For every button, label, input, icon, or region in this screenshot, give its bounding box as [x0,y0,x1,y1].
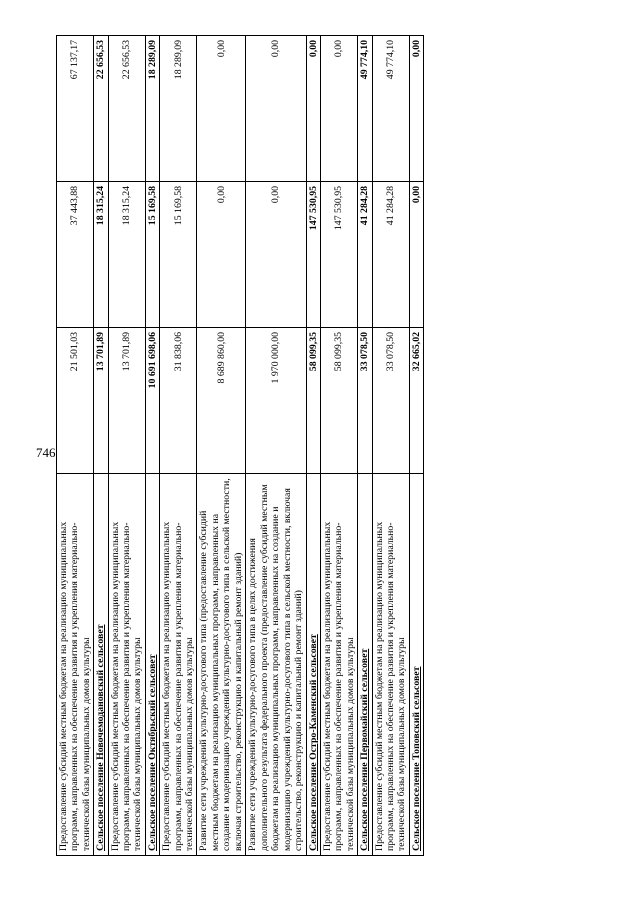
row-value-2: 41 284,28 [372,182,409,328]
row-value-3: 18 289,09 [145,36,159,182]
row-value-3: 0,00 [320,36,357,182]
row-value-1: 10 691 698,06 [145,328,159,474]
row-value-3: 0,00 [246,36,306,182]
table-row-settlement [94,36,108,856]
table-row [246,36,306,856]
row-value-3: 18 289,09 [160,36,197,182]
row-value-2: 0,00 [197,182,246,328]
settlement-name: Сельское поселение Новочемодановский сельсовет [94,474,108,856]
row-value-2: 0,00 [409,182,423,328]
settlement-name: Сельское поселение Октябрьский сельсовет [145,474,159,856]
row-description: Развитие сети учреждений культурно-досугового типа (предоставление субсидий местным бюджетам на реализацию муниципальных программ, направленных на создание и модернизацию учреждений культурно-досугового типа в сельской местности, включая строительство, реконструкцию и капитальный ремонт зданий) [197,474,246,856]
table-row [108,36,145,856]
table-row [197,36,246,856]
row-value-2: 18 315,24 [94,182,108,328]
row-value-3: 0,00 [197,36,246,182]
row-value-1: 8 689 860,00 [197,328,246,474]
row-description: Развитие сети учреждений культурно-досугового типа в целях достижения дополнительного результата федерального проекта (предоставление субсидий местным бюджетам на реализацию муниципальных программ, направленных на создание и модернизацию учреждений культурно-досугового типа в сельской местности, включая строительство, реконструкцию и капитальный ремонт зданий) [246,474,306,856]
row-value-1: 33 078,50 [358,328,372,474]
settlement-name: Сельское поселение Остро-Каменский сельсовет [306,474,320,856]
rotated-table-container [56,36,568,856]
row-description: Предоставление субсидий местным бюджетам на реализацию муниципальных программ, направленных на обеспечение развития и укрепления материально-технической базы муниципальных домов культуры [372,474,409,856]
row-value-1: 31 838,06 [160,328,197,474]
row-value-3: 0,00 [409,36,423,182]
row-value-1: 13 701,89 [108,328,145,474]
row-value-2: 37 443,88 [57,182,94,328]
row-value-1: 58 099,35 [320,328,357,474]
row-value-2: 41 284,28 [358,182,372,328]
row-value-2: 15 169,58 [145,182,159,328]
row-value-3: 0,00 [306,36,320,182]
table-row-settlement [306,36,320,856]
table-row-settlement [145,36,159,856]
row-description: Предоставление субсидий местным бюджетам на реализацию муниципальных программ, направленных на обеспечение развития и укрепления материально-технической базы муниципальных домов культуры [108,474,145,856]
row-value-2: 0,00 [246,182,306,328]
row-value-3: 49 774,10 [372,36,409,182]
row-value-3: 49 774,10 [358,36,372,182]
row-description: Предоставление субсидий местным бюджетам на реализацию муниципальных программ, направленных на обеспечение развития и укрепления материально-технической базы муниципальных домов культуры [160,474,197,856]
row-value-3: 22 656,53 [108,36,145,182]
table-row-settlement [409,36,423,856]
row-value-1: 13 701,89 [94,328,108,474]
row-value-1: 1 970 000,00 [246,328,306,474]
table-row [57,36,94,856]
row-value-2: 18 315,24 [108,182,145,328]
row-description: Предоставление субсидий местным бюджетам на реализацию муниципальных программ, направленных на обеспечение развития и укрепления материально-технической базы муниципальных домов культуры [57,474,94,856]
row-value-1: 21 501,03 [57,328,94,474]
row-description: Предоставление субсидий местным бюджетам на реализацию муниципальных программ, направленных на обеспечение развития и укрепления материально-технической базы муниципальных домов культуры [320,474,357,856]
row-value-1: 33 078,50 [372,328,409,474]
table-row [160,36,197,856]
page-number: 746 [36,445,56,460]
table-row [320,36,357,856]
table-row [372,36,409,856]
row-value-2: 147 530,95 [320,182,357,328]
row-value-3: 22 656,53 [94,36,108,182]
settlement-name: Сельское поселение Первомайский сельсовет [358,474,372,856]
subsidy-table [56,35,424,856]
settlement-name: Сельское поселение Топовский сельсовет [409,474,423,856]
row-value-1: 32 665,02 [409,328,423,474]
table-row-settlement [358,36,372,856]
row-value-2: 147 530,95 [306,182,320,328]
row-value-1: 58 099,35 [306,328,320,474]
row-value-3: 67 137,17 [57,36,94,182]
row-value-2: 15 169,58 [160,182,197,328]
